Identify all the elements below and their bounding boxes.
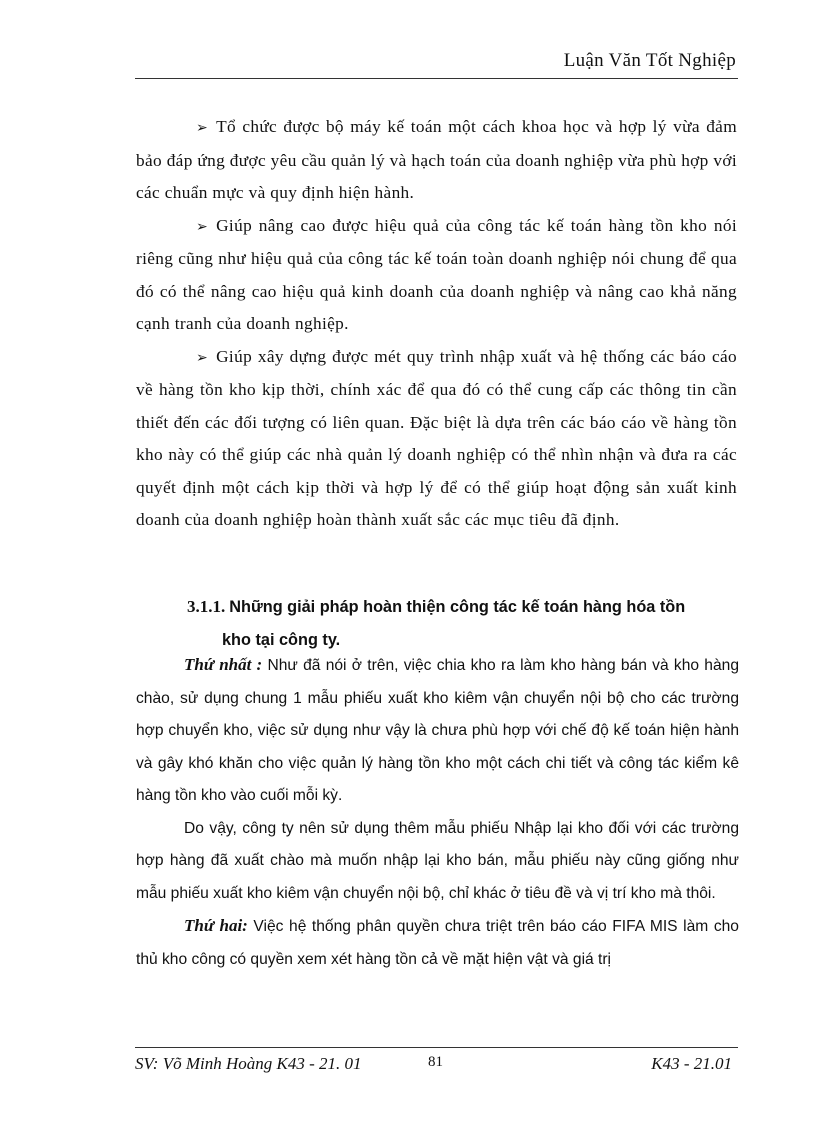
body-paragraph: Do vậy, công ty nên sử dụng thêm mẫu phiếu Nhập lại kho đối với các trường hợp hàng đã xuất chào mà muốn nhập lại kho bán, mẫu phiếu này cũng giống như mẫu phiếu xuất kho kiêm vận chuyển nội bộ, chỉ khác ở tiêu đề và vị trí kho mà thôi. [136,819,739,902]
header-divider [135,78,738,79]
arrow-bullet-icon: ➢ [196,218,209,235]
paragraph-label: Thứ hai: [184,916,248,935]
footer-divider [135,1047,738,1048]
arrow-bullet-icon: ➢ [196,349,209,366]
bullet-list [136,111,737,537]
section-body [136,649,739,976]
paragraph-label: Thứ nhất : [184,655,263,674]
section-heading-line2: kho tại công ty. [222,631,341,649]
bullet-paragraph: ➢ Giúp xây dựng được mét quy trình nhập xuất và hệ thống các báo cáo về hàng tồn kho kịp thời, chính xác để qua đó có thể cung cấp các thông tin cần thiết đến các đối tượng có liên quan. Đặc biệt là dựa trên các báo cáo về hàng tồn kho này có thể giúp các nhà quản lý doanh nghiệp có thể nhìn nhận và đưa ra các quyết định một cách kịp thời và hợp lý để có thể giúp hoạt động sản xuất kinh doanh của doanh nghiệp hoàn thành xuất sắc các mục tiêu đã định. [136,346,737,529]
page-number: 81 [428,1054,443,1070]
bullet-paragraph: ➢ Tổ chức được bộ máy kế toán một cách khoa học và hợp lý vừa đảm bảo đáp ứng được yêu cầu quản lý và hạch toán của doanh nghiệp vừa phù hợp với các chuẩn mực và quy định hiện hành. [136,117,737,202]
section-heading-line1: 3.1.1. Những giải pháp hoàn thiện công tác kế toán hàng hóa tồn [187,597,686,616]
section-number: 3.1.1. [187,597,226,616]
body-paragraph: Thứ nhất : Như đã nói ở trên, việc chia kho ra làm kho hàng bán và kho hàng chào, sử dụng chung 1 mẫu phiếu xuất kho kiêm vận chuyển nội bộ cho các trường hợp chuyển kho, việc sử dụng như vậy là chưa phù hợp với chế độ kế toán hiện hành và gây khó khăn cho việc quản lý hàng tồn kho một cách chi tiết và công tác kiểm kê hàng tồn kho vào cuối mỗi kỳ. [136,655,739,804]
page-header-title: Luận Văn Tốt Nghiệp [563,50,736,71]
footer-author: SV: Võ Minh Hoàng K43 - 21. 01 [135,1054,362,1073]
footer-class: K43 - 21.01 [651,1054,732,1073]
arrow-bullet-icon: ➢ [196,120,209,136]
bullet-paragraph: ➢ Giúp nâng cao được hiệu quả của công tác kế toán hàng tồn kho nói riêng cũng như hiệu quả của công tác kế toán toàn doanh nghiệp nói chung để qua đó có thể nâng cao hiệu quả kinh doanh của doanh nghiệp và nâng cao khả năng cạnh tranh của doanh nghiệp. [136,215,737,333]
section-heading [187,590,747,657]
body-paragraph: Thứ hai: Việc hệ thống phân quyền chưa triệt trên báo cáo FIFA MIS làm cho thủ kho công có quyền xem xét hàng tồn cả về mặt hiện vật và giá trị [136,916,739,968]
